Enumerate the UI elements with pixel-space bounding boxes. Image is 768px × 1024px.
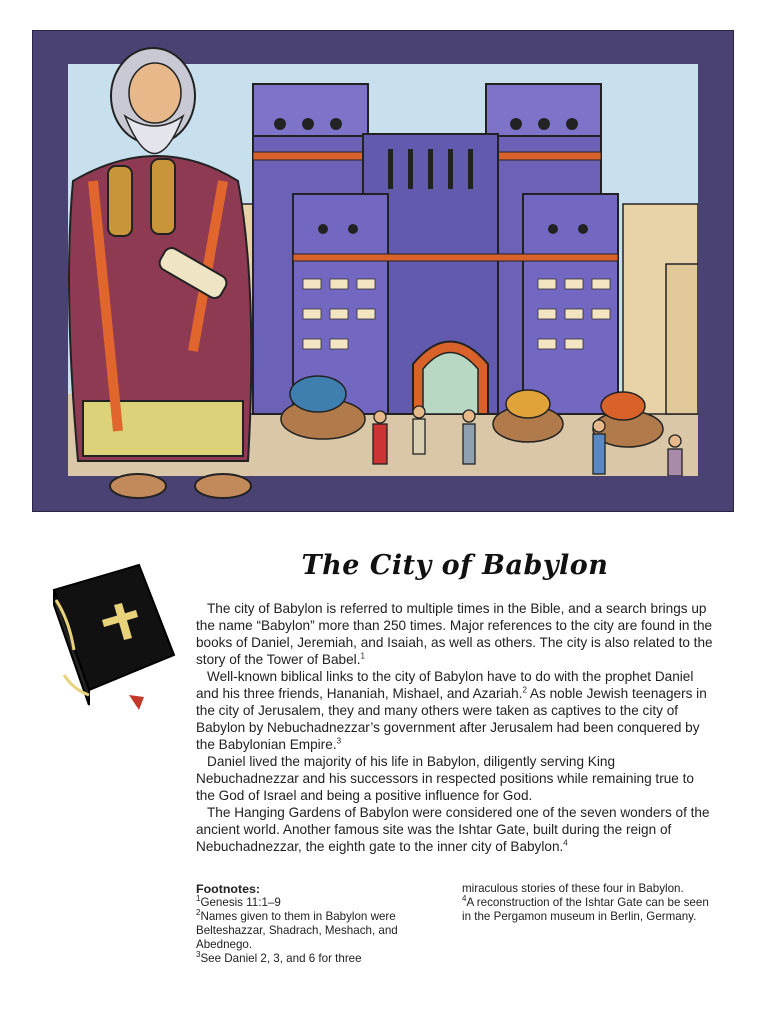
city-wall-right xyxy=(623,204,698,414)
footnote-ref: 4 xyxy=(563,838,568,848)
footnotes-heading: Footnotes: xyxy=(196,882,261,896)
gate-arch xyxy=(413,342,488,415)
paragraph: Daniel lived the majority of his life in Babylon, diligently serving King Nebuchadnezzar and his successors in respected positions while remaining true to the God of Israel and being a positive influence for God. xyxy=(196,754,694,803)
page-title: The City of Babylon xyxy=(301,550,609,581)
footnote-item: $^4$A reconstruction of the Ishtar Gate can be seen in the Pergamon museum in Berlin, Germany. xyxy=(462,894,709,923)
illustration-frame xyxy=(32,30,734,512)
paragraph: The Hanging Gardens of Babylon were considered one of the seven wonders of the ancient world. Another famous site was the Ishtar Gate, built during the reign of Nebuchadnezzar, the eighth gate to the inner city of Babylon.$^4$ xyxy=(196,805,710,854)
paragraph: The city of Babylon is referred to multiple times in the Bible, and a search brings up the name “Babylon” more than 250 times. Major references to the city are found in the books of Daniel, Jeremiah, and Isaiah, as well as others. The city is also related to the story of the Tower of Babel.$^1$ xyxy=(196,601,713,667)
bible-icon xyxy=(44,560,179,715)
footnote-ref: 1 xyxy=(360,651,365,661)
paragraph: Well-known biblical links to the city of Babylon have to do with the prophet Daniel and his three friends, Hananiah, Mishael, and Azariah.$^2$ As noble Jewish teenagers in the city of Jerusalem, they and many others were taken as captives to the city of Babylon by Nebuchadnezzar’s government after Jerusalem had been conquered by the Babylonian Empire.$^3$ xyxy=(196,669,707,752)
footnote-item: $^1$Genesis 11:1–9 xyxy=(196,894,281,909)
article-body xyxy=(196,600,716,855)
footnote-item: miraculous stories of these four in Babylon. xyxy=(462,882,684,895)
footnotes-column-2 xyxy=(462,882,712,924)
footnote-item: $^3$See Daniel 2, 3, and 6 for three xyxy=(196,950,362,965)
footnote-ref: 3 xyxy=(336,736,342,746)
footnote-ref: 2 xyxy=(522,685,527,695)
footnotes-column-1 xyxy=(196,882,446,966)
footnote-item: $^2$Names given to them in Babylon were Belteshazzar, Shadrach, Meshach, and Abednego. xyxy=(196,908,398,951)
prophet-figure xyxy=(33,31,293,513)
